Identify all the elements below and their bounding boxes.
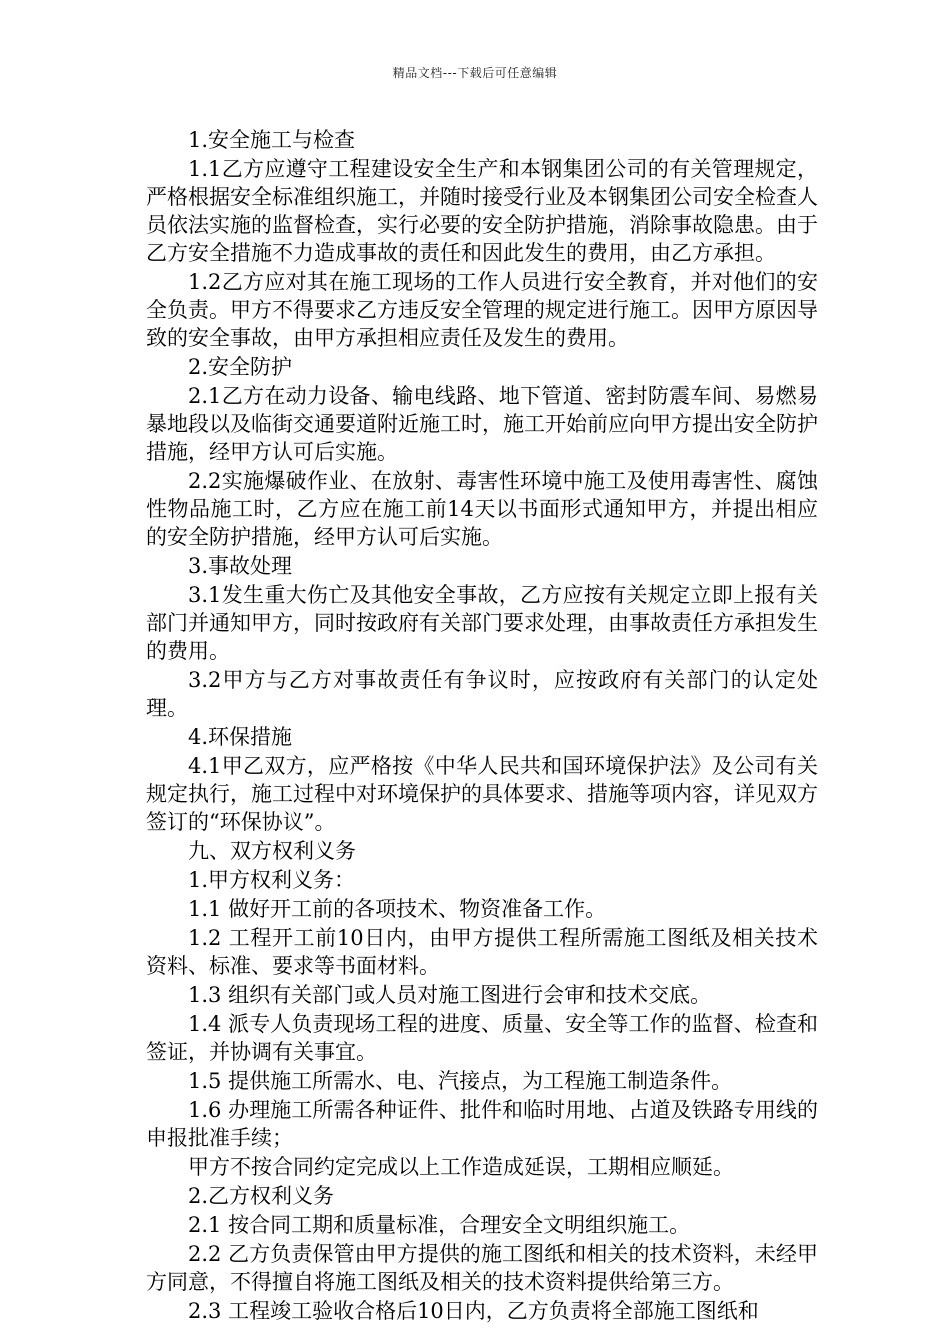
- paragraph: 2.2 乙方负责保管由甲方提供的施工图纸和相关的技术资料，未经甲方同意，不得擅自将施工图纸及相关的技术资料提供给第三方。: [146, 1242, 818, 1294]
- paragraph: 1.6 办理施工所需各种证件、批件和临时用地、占道及铁路专用线的申报批准手续；: [146, 1098, 818, 1150]
- paragraph: 4.1甲乙双方，应严格按《中华人民共和国环境保护法》及公司有关规定执行，施工过程中对环境保护的具体要求、措施等项内容，详见双方签订的“环保协议”。: [146, 754, 818, 834]
- paragraph: 甲方不按合同约定完成以上工作造成延误，工期相应顺延。: [188, 1155, 734, 1179]
- paragraph: 2.3 工程竣工验收合格后10日内，乙方负责将全部施工图纸和: [188, 1299, 759, 1323]
- paragraph: 3.2甲方与乙方对事故责任有争议时，应按政府有关部门的认定处理。: [146, 668, 818, 720]
- paragraph: 3.1发生重大伤亡及其他安全事故，乙方应按有关规定立即上报有关部门并通知甲方，同时按政府有关部门要求处理，由事故责任方承担发生的费用。: [146, 583, 818, 663]
- paragraph: 1.2乙方应对其在施工现场的工作人员进行安全教育，并对他们的安全负责。甲方不得要求乙方违反安全管理的规定进行施工。因甲方原因导致的安全事故，由甲方承担相应责任及发生的费用。: [146, 270, 818, 350]
- section-heading: 2.安全防护: [188, 355, 293, 379]
- section-heading: 2.乙方权利义务: [188, 1184, 335, 1208]
- paragraph: 1.2 工程开工前10日内，由甲方提供工程所需施工图纸及相关技术资料、标准、要求等书面材料。: [146, 926, 818, 978]
- document-body: [146, 126, 818, 1326]
- paragraph: 2.2实施爆破作业、在放射、毒害性环境中施工及使用毒害性、腐蚀性物品施工时，乙方应在施工前14天以书面形式通知甲方，并提出相应的安全防护措施，经甲方认可后实施。: [146, 469, 818, 549]
- chapter-heading: 九、双方权利义务: [188, 839, 356, 863]
- paragraph: 1.5 提供施工所需水、电、汽接点，为工程施工制造条件。: [188, 1069, 733, 1093]
- paragraph: 2.1 按合同工期和质量标准，合理安全文明组织施工。: [188, 1213, 691, 1237]
- paragraph: 1.1乙方应遵守工程建设安全生产和本钢集团公司的有关管理规定，严格根据安全标准组织施工，并随时接受行业及本钢集团公司安全检查人员依法实施的监督检查，实行必要的安全防护措施，消除事故隐患。由于乙方安全措施不力造成事故的责任和因此发生的费用，由乙方承担。: [146, 157, 818, 265]
- paragraph: 1.4 派专人负责现场工程的进度、质量、安全等工作的监督、检查和签证，并协调有关事宜。: [146, 1012, 818, 1064]
- paragraph: 2.1乙方在动力设备、输电线路、地下管道、密封防震车间、易燃易暴地段以及临街交通要道附近施工时，施工开始前应向甲方提出安全防护措施，经甲方认可后实施。: [146, 384, 818, 464]
- section-heading: 3.事故处理: [188, 554, 293, 578]
- paragraph: 1.3 组织有关部门或人员对施工图进行会审和技术交底。: [188, 983, 712, 1007]
- section-heading: 1.甲方权利义务：: [188, 868, 356, 892]
- section-heading: 1.安全施工与检查: [188, 128, 356, 152]
- page-header: 精品文档---下载后可任意编辑: [392, 66, 558, 80]
- section-heading: 4.环保措施: [188, 725, 293, 749]
- paragraph: 1.1 做好开工前的各项技术、物资准备工作。: [188, 897, 607, 921]
